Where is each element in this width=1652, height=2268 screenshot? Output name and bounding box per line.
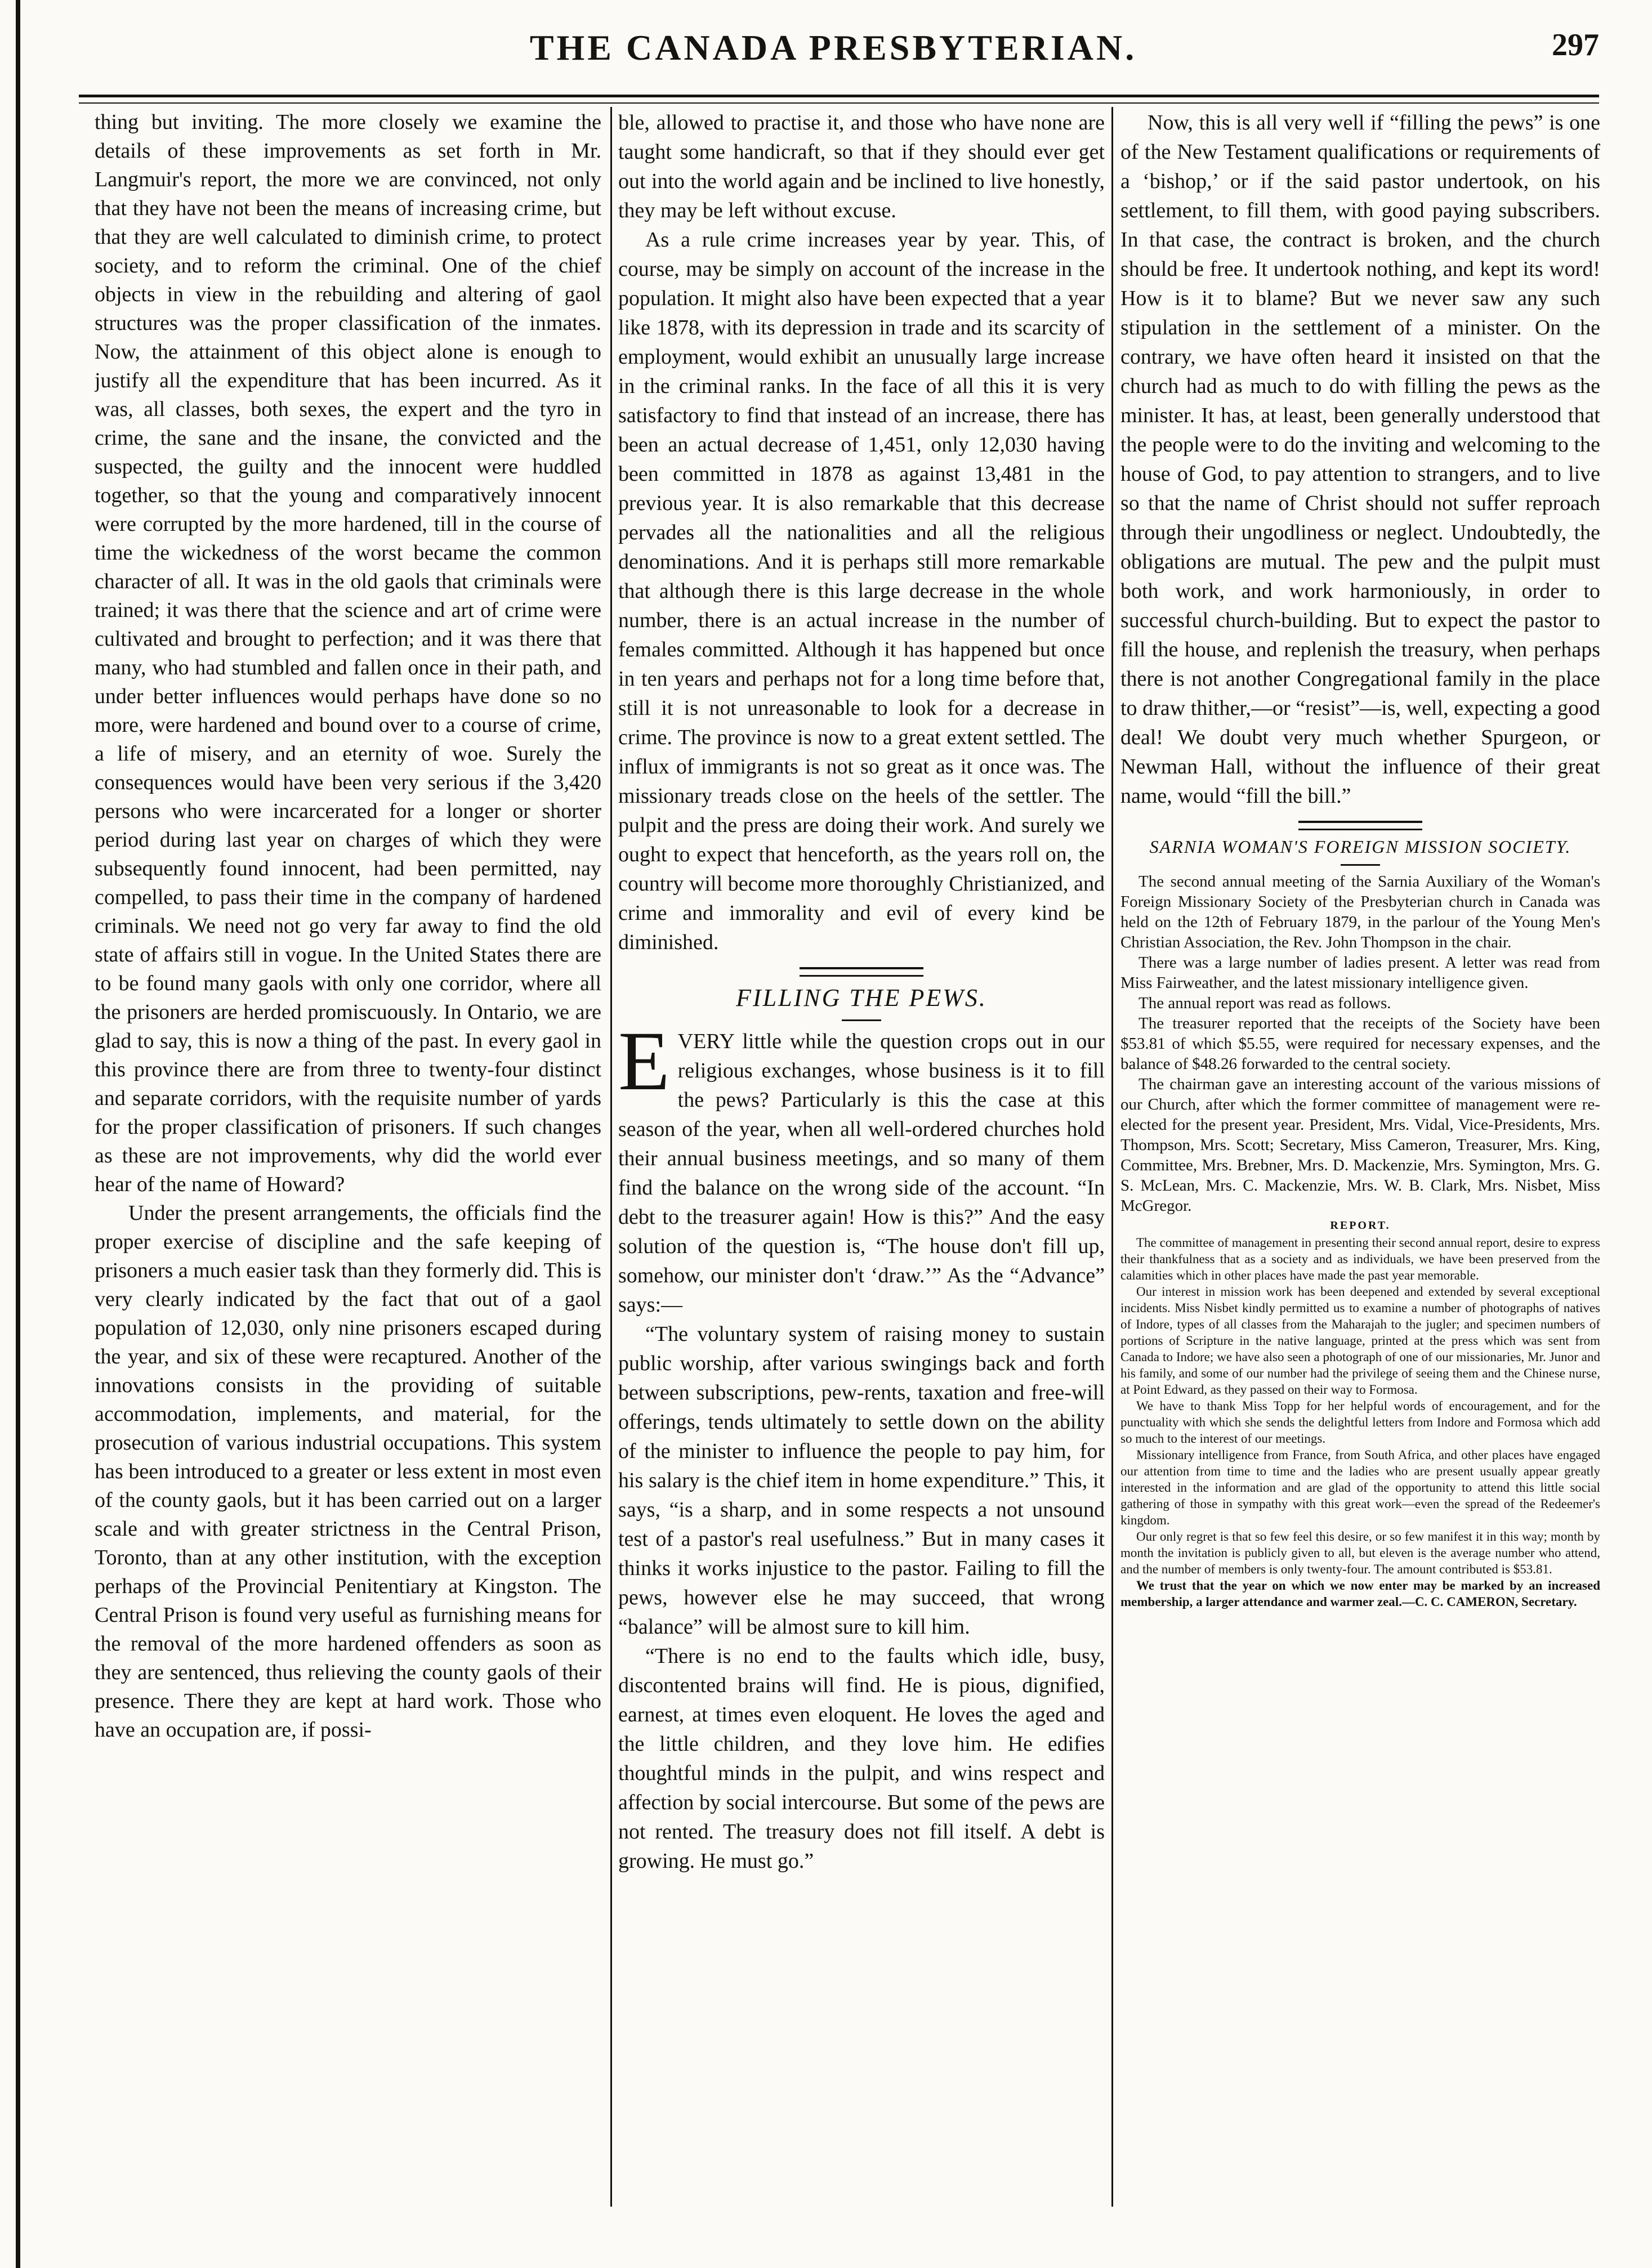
report-paragraph: We have to thank Miss Topp for her helpful words of encouragement, and for the punctuality with which she sends the delightful letters from Indore and Formosa which add so much to the interest of our meetings.: [1120, 1399, 1600, 1446]
article-paragraph-lead: [618, 1014, 1105, 1319]
heading-rule: [1341, 864, 1380, 866]
society-paragraph: The second annual meeting of the Sarnia Auxiliary of the Woman's Foreign Missionary Society of the Presbyterian church in Canada was held on the 12th of February 1879, in the parlour of the Young Men's Christian Association, the Rev. John Thompson in the chair.: [1120, 873, 1600, 951]
article-heading-filling-the-pews: FILLING THE PEWS.: [736, 984, 987, 1012]
column-1: [95, 108, 601, 2213]
report-paragraph: Missionary intelligence from France, from South Africa, and other places have engaged our attention from time to time and the ladies who are present usually appear greatly interested in the information and are glad of the opportunity to attend this little social gathering of those in sympathy with this great work—even the spread of the Redeemer's kingdom.: [1120, 1448, 1600, 1527]
article-paragraph: Now, this is all very well if “filling the pews” is one of the New Testament qualifications or requirements of a ‘bishop,’ or if the said pastor undertook, on his settlement, to fill them, with good paying subscribers. In that case, the contract is broken, and the church should be free. It undertook nothing, and kept its word! How is it to blame? But we never saw any such stipulation in the settlement of a minister. On the contrary, we have often heard it insisted on that the church had as much to do with filling the pews as the minister. It has, at least, been generally understood that the people were to do the inviting and welcoming to the house of God, to pay attention to strangers, and to live so that the name of Christ should not suffer reproach through their ungodliness or neglect. Undoubtedly, the obligations are mutual. The pew and the pulpit must both work, and work harmoniously, in order to successful church-building. But to expect the pastor to fill the house, and replenish the treasury, when perhaps there is not another Congregational family in the place to draw thither,—or “resist”—is, well, expecting a good deal! We doubt very much whether Spurgeon, or Newman Hall, without the influence of their great name, would “fill the bill.”: [1120, 111, 1600, 808]
lead-text: VERY little while the question crops out in our religious exchanges, whose business is it to fill the pews? Particularly is this the case at this season of the year, when all well-ordered churches hold their annual business meetings, and so many of them find the balance on the wrong side of the account. “In debt to the treasurer again! How is this?” And the easy solution of the question is, “The house don't fill up, somehow, our minister don't ‘draw.’” As the “Advance” says:—: [618, 1030, 1105, 1317]
society-paragraph: The treasurer reported that the receipts of the Society have been $53.81 of which $5.55, were required for necessary expenses, and the balance of $48.26 forwarded to the central society.: [1120, 1014, 1600, 1073]
page-edge-bar: [16, 0, 20, 2268]
report-body: [1120, 1234, 1600, 1610]
society-report: [1120, 871, 1600, 1216]
society-paragraph: The annual report was read as follows.: [1138, 994, 1391, 1012]
column-separator: [610, 107, 612, 2207]
masthead: [68, 23, 1599, 90]
masthead-rule-thick: [79, 95, 1599, 97]
report-paragraph: Our interest in mission work has been deepened and extended by several exceptional incidents. Miss Nisbet kindly permitted us to examine a number of photographs of natives of Indore, types of all classes from the Maharajah to the jugler; and specimen numbers of portions of Scripture in the native language, printed at the press which was sent from Canada to Indore; we have also seen a photograph of one of our missionaries, Mr. Junor and his family, and some of our number had the privilege of seeing them and the Chinese nurse, at Point Edward, as they passed on their way to Formosa.: [1120, 1285, 1600, 1397]
report-heading: REPORT.: [1330, 1219, 1391, 1232]
masthead-rule-thin: [79, 102, 1599, 104]
society-heading: SARNIA WOMAN'S FOREIGN MISSION SOCIETY.: [1149, 836, 1571, 857]
article-paragraph: As a rule crime increases year by year. This, of course, may be simply on account of the increase in the population. It might also have been expected that a year like 1878, with its depression in trade and its scarcity of employment, would exhibit an unusually large increase in the criminal ranks. In the face of all this it is very satisfactory to find that instead of an increase, there has been an actual decrease of 1,451, only 12,030 having been committed in 1878 as against 13,481 in the previous year. It is also remarkable that this decrease pervades all the nationalities and all the religious denominations. And it is perhaps still more remarkable that although there is this large decrease in the whole number, there is an actual increase in the number of females committed. Although it has happened but once in ten years and perhaps not for a long time before that, still it is not unreasonable to look for a decrease in crime. The province is now to a great extent settled. The influx of immigrants is not so great as it once was. The missionary treads close on the heels of the settler. The pulpit and the press are doing their work. And surely we ought to expect that henceforth, as the years roll on, the country will become more thoroughly Christianized, and crime and immorality and evil of every kind be diminished.: [618, 228, 1105, 954]
drop-cap: E: [618, 1014, 670, 1108]
society-paragraph: There was a large number of ladies present. A letter was read from Miss Fairweather, and the latest missionary intelligence given.: [1120, 954, 1600, 992]
column-3: [1120, 108, 1600, 2213]
report-paragraph: The committee of management in presenting their second annual report, desire to express their thankfulness that as a society and as individuals, we have been preserved from the calamities which in other places have made the past year memorable.: [1120, 1236, 1600, 1282]
article-paragraph: “There is no end to the faults which idle, busy, discontented brains will find. He is pious, dignified, earnest, at times even eloquent. He loves the aged and the little children, and they love him. He edifies thoughtful minds in the pulpit, and wins respect and affection by social intercourse. But some of the pews are not rented. The treasury does not fill itself. A debt is growing. He must go.”: [618, 1644, 1105, 1873]
column-separator: [1111, 107, 1113, 2207]
masthead-title: THE CANADA PRESBYTERIAN.: [529, 28, 1137, 68]
report-closing: We trust that the year on which we now enter may be marked by an increased membership, a larger attendance and warmer zeal.—C. C. CAMERON, Secretary.: [1120, 1578, 1600, 1609]
article-paragraph: ble, allowed to practise it, and those who have none are taught some handicraft, so that if they should ever get out into the world again and be inclined to live honestly, they may be left without excuse.: [618, 111, 1105, 222]
report-paragraph: Our only regret is that so few feel this desire, or so few manifest it in this way; month by month the invitation is publicly given to all, but eleven is the average number who attend, and the number of members is only twenty-four. The amount contributed is $53.81.: [1120, 1529, 1600, 1576]
page-number: 297: [1552, 28, 1599, 62]
article-paragraph: Under the present arrangements, the officials find the proper exercise of discipline and the safe keeping of prisoners a much easier task than they formerly did. This is very clearly indicated by the fact that out of a gaol population of 12,030, only nine prisoners escaped during the year, and six of these were recaptured. Another of the innovations consists in the providing of suitable accommodation, implements, and material, for the prosecution of various industrial occupations. This system has been introduced to a greater or less extent in most even of the county gaols, but it has been carried out on a larger scale and with greater strictness in the Central Prison, Toronto, than at any other institution, with the exception perhaps of the Provincial Penitentiary at Kingston. The Central Prison is found very useful as furnishing means for the removal of the more hardened offenders as soon as they are sentenced, thus relieving the county gaols of their presence. There they are kept at hard work. Those who have an occupation are, if possi-: [95, 1201, 601, 1742]
section-divider: [800, 967, 923, 977]
column-2: [618, 108, 1105, 2213]
section-divider: [1298, 821, 1422, 830]
article-paragraph: thing but inviting. The more closely we examine the details of these improvements as set forth in Mr. Langmuir's report, the more we are convinced, not only that they have not been the means of increasing crime, but that they are well calculated to diminish crime, to protect society, and to reform the criminal. One of the chief objects in view in the rebuilding and altering of gaol structures was the proper classification of the inmates. Now, the attainment of this object alone is enough to justify all the expenditure that has been incurred. As it was, all classes, both sexes, the expert and the tyro in crime, the sane and the insane, the convicted and the suspected, the guilty and the innocent were huddled together, so that the young and comparatively innocent were corrupted by the more hardened, till in the course of time the wickedness of the worst became the common character of all. It was in the old gaols that criminals were trained; it was there that the science and art of crime were cultivated and brought to perfection; and it was there that many, who had stumbled and fallen once in their path, and under better influences would perhaps have done so no more, were hardened and bound over to a course of crime, a life of misery, and an eternity of woe. Surely the consequences would have been very serious if the 3,420 persons who were incarcerated for a longer or shorter period during last year on charges of which they were subsequently found innocent, had been permitted, nay compelled, to pass their time in the company of hardened criminals. We need not go very far away to find the old state of affairs still in vogue. In the United States there are to be found many gaols with only one corridor, where all the prisoners are herded promiscuously. In Ontario, we are glad to say, this is now a thing of the past. In every gaol in this province there are from three to twenty-four distinct and separate corridors, with the requisite number of yards for the proper classification of prisoners. If such changes as these are not improvements, why did the world ever hear of the name of Howard?: [95, 110, 601, 1196]
heading-rule: [842, 1019, 881, 1021]
article-paragraph: “The voluntary system of raising money to sustain public worship, after various swingings back and forth between subscriptions, pew-rents, taxation and free-will offerings, tends ultimately to settle down on the ability of the minister to influence the people to pay him, for his salary is the chief item in home expenditure.” This, it says, “is a sharp, and in some respects a not unsound test of a pastor's real usefulness.” But in many cases it thinks it works injustice to the pastor. Failing to fill the pews, however else he may succeed, that wrong “balance” will be almost sure to kill him.: [618, 1322, 1105, 1639]
society-paragraph: The chairman gave an interesting account of the various missions of our Church, after which the former committee of management were re-elected for the present year. President, Mrs. Vidal, Vice-Presidents, Mrs. Thompson, Mrs. Scott; Secretary, Miss Cameron, Treasurer, Mrs. King, Committee, Mrs. Brebner, Mrs. D. Mackenzie, Mrs. Symington, Mrs. G. S. McLean, Mrs. C. Mackenzie, Mrs. W. B. Clark, Mrs. Nisbet, Miss McGregor.: [1120, 1075, 1600, 1215]
